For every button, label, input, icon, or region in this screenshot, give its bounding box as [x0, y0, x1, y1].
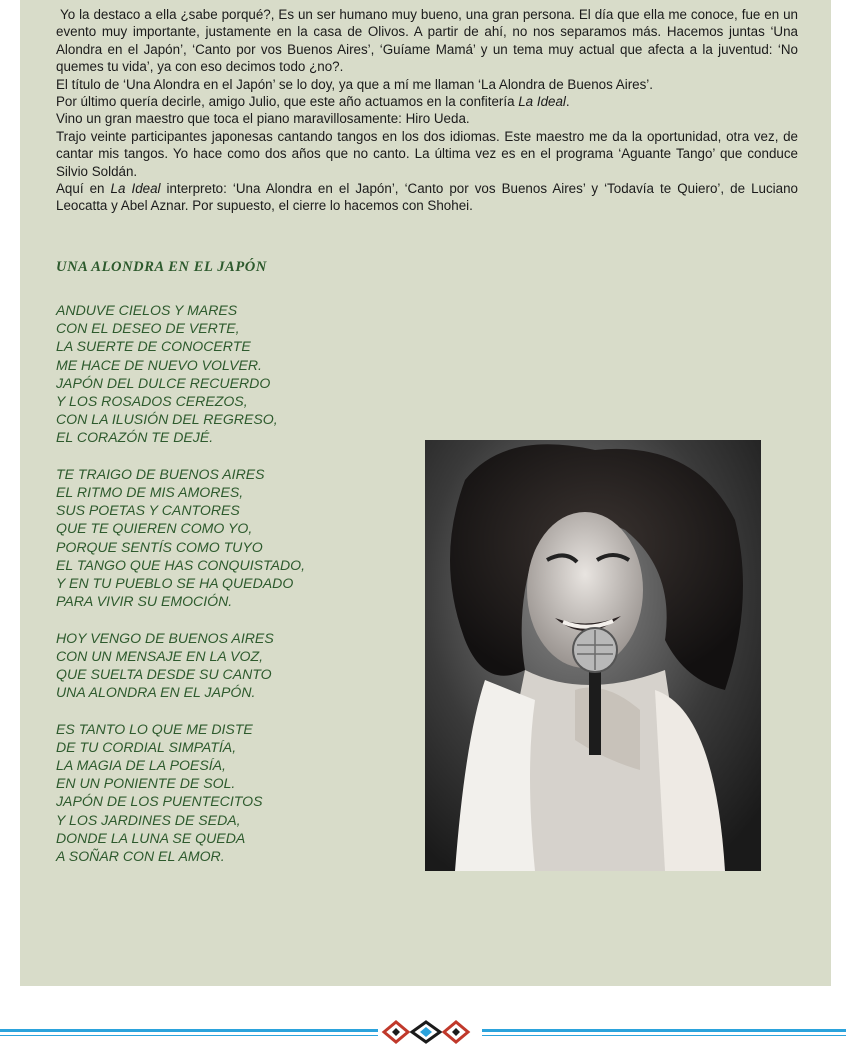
lyrics-line: DE TU CORDIAL SIMPATÍA, — [56, 738, 237, 755]
paragraph-text: Por último quería decirle, amigo Julio, que este año actuamos en la confitería — [56, 94, 519, 110]
lyrics-stanza — [56, 720, 396, 866]
lyrics-line: ME HACE DE NUEVO VOLVER. — [56, 356, 262, 373]
paragraph — [56, 93, 798, 110]
lyrics-line: PARA VIVIR SU EMOCIÓN. — [56, 593, 233, 610]
footer-line-left-thin — [0, 1035, 378, 1036]
lyrics-line: QUE TE QUIEREN COMO YO, — [56, 520, 253, 537]
lyrics-line: PORQUE SENTÍS COMO TUYO — [56, 538, 263, 555]
lyrics-line: EL RITMO DE MIS AMORES, — [56, 484, 244, 501]
lyrics-line: LA SUERTE DE CONOCERTE — [56, 338, 251, 355]
lyrics-line: CON UN MENSAJE EN LA VOZ, — [56, 647, 264, 664]
venue-name: La Ideal — [518, 94, 566, 110]
paragraph-text: interpreto: ‘Una Alondra en el Japón’, ‘Canto por vos Buenos Aires’ y ‘Todavía te Quiero’, de Luciano Leocatta y Abel Aznar. Por supuesto, el cierre lo hacemos con Shohei. — [56, 181, 798, 214]
lyrics-line: ANDUVE CIELOS Y MARES — [56, 302, 238, 318]
lyrics-line: UNA ALONDRA EN EL JAPÓN. — [56, 684, 256, 701]
song-lyrics — [56, 301, 396, 883]
lyrics-line: QUE SUELTA DESDE SU CANTO — [56, 666, 272, 683]
lyrics-line: EL TANGO QUE HAS CONQUISTADO, — [56, 556, 306, 573]
paragraph: Trajo veinte participantes japonesas cantando tangos en los dos idiomas. Este maestro me da la oportunidad, otra vez, de cantar mis tangos. Yo hace como dos años que no canto. La última vez es en el programa ‘Aguante Tango’ que conduce Silvio Soldán. — [56, 128, 798, 179]
lyrics-line: Y LOS JARDINES DE SEDA, — [56, 811, 241, 828]
lyrics-line: CON EL DESEO DE VERTE, — [56, 320, 240, 337]
lyrics-stanza — [56, 301, 396, 447]
paragraph: Vino un gran maestro que toca el piano maravillosamente: Hiro Ueda. — [56, 111, 470, 127]
geometric-diamond-ornament — [380, 1020, 472, 1044]
lyrics-line: Y LOS ROSADOS CEREZOS, — [56, 393, 248, 410]
lyrics-line: LA MAGIA DE LA POESÍA, — [56, 757, 226, 774]
paragraph — [56, 180, 798, 215]
lyrics-line: TE TRAIGO DE BUENOS AIRES — [56, 465, 265, 482]
lyrics-line: HOY VENGO DE BUENOS AIRES — [56, 629, 274, 646]
footer-line-right — [482, 1029, 846, 1032]
footer-line-right-thin — [482, 1035, 846, 1036]
lyrics-line: DONDE LA LUNA SE QUEDA — [56, 829, 246, 846]
page-footer — [0, 1020, 850, 1044]
lyrics-line: EN UN PONIENTE DE SOL. — [56, 775, 236, 792]
lyrics-line: CON LA ILUSIÓN DEL REGRESO, — [56, 411, 278, 428]
lyrics-line: JAPÓN DEL DULCE RECUERDO — [56, 374, 271, 391]
lyrics-line: ES TANTO LO QUE ME DISTE — [56, 720, 253, 737]
paragraph: El título de ‘Una Alondra en el Japón’ se lo doy, ya que a mí me llaman ‘La Alondra de Buenos Aires’. — [56, 76, 653, 92]
lyrics-stanza — [56, 629, 396, 702]
lyrics-line: EL CORAZÓN TE DEJÉ. — [56, 429, 214, 446]
lyrics-line: SUS POETAS Y CANTORES — [56, 502, 240, 519]
singer-with-microphone-photo — [425, 440, 761, 871]
paragraph-text: . — [565, 94, 570, 110]
lyrics-line: JAPÓN DE LOS PUENTECITOS — [56, 793, 263, 810]
venue-name: La Ideal — [110, 181, 161, 197]
footer-line-left — [0, 1029, 378, 1032]
lyrics-line: A SOÑAR CON EL AMOR. — [56, 848, 225, 865]
paragraph-text: Aquí en — [56, 181, 111, 197]
lyrics-stanza — [56, 465, 396, 611]
paragraph: Yo la destaco a ella ¿sabe porqué?, Es un ser humano muy bueno, una gran persona. El día que ella me conoce, fue en un evento muy importante, justamente en la casa de Olivos. A partir de ahí, no nos separamos más. Hacemos juntas ‘Una Alondra en el Japón’, ‘Canto por vos Buenos Aires’, ‘Guíame Mamá’ y un tema muy actual que afecta a la juventud: ‘No quemes tu vida’, ya con eso decimos todo ¿no?. — [56, 7, 798, 75]
song-title: UNA ALONDRA EN EL JAPÓN — [56, 259, 267, 275]
interview-text — [56, 6, 798, 215]
lyrics-line: Y EN TU PUEBLO SE HA QUEDADO — [56, 575, 294, 592]
